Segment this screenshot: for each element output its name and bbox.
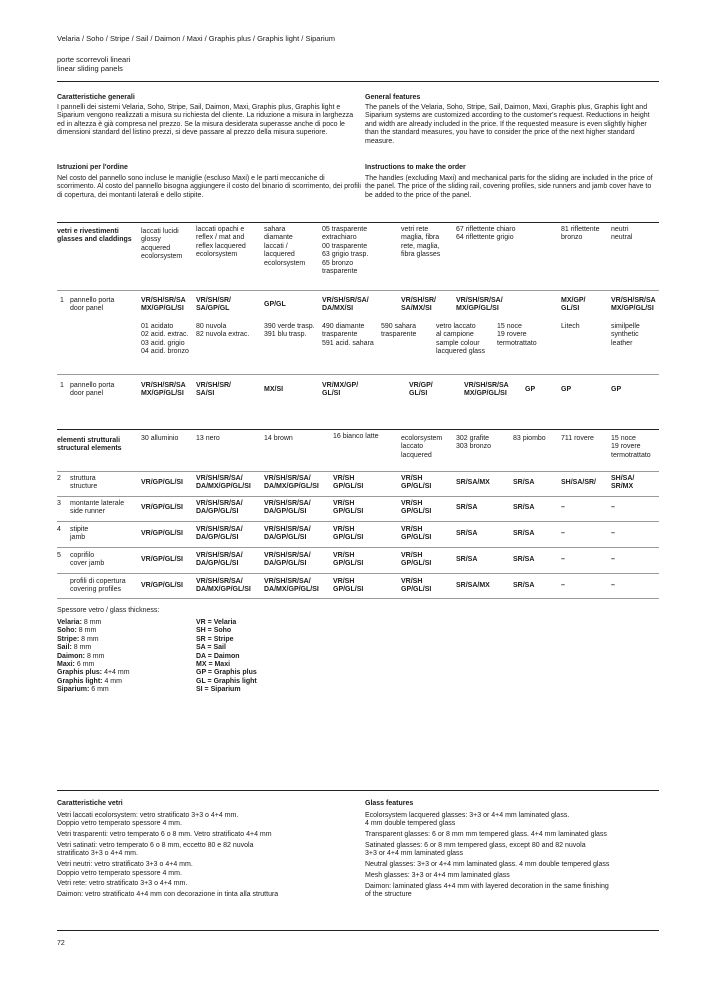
order-heading-en: Instructions to make the order (365, 164, 466, 171)
general-heading-en: General features (365, 94, 421, 101)
struct-value: VR/SH GP/GL/SI (401, 578, 432, 594)
row-number: 4 (57, 526, 61, 533)
legend-item: DA = Daimon (196, 652, 240, 660)
finish-header: 01 acidato 02 acid. extrac. 03 acid. grigio 04 acid. bronzo (141, 323, 189, 356)
row-label: pannello porta door panel (70, 297, 115, 313)
row-number: 3 (57, 500, 61, 507)
divider (57, 790, 659, 791)
struct-value: – (561, 504, 565, 511)
general-heading-it: Caratteristiche generali (57, 94, 135, 101)
struct-value: VR/SH/SR/SA/ DA/GP/GL/SI (264, 526, 311, 542)
row-label: coprifilo cover jamb (70, 552, 105, 568)
struct-value: VR/SH GP/GL/SI (333, 475, 364, 491)
divider (57, 573, 659, 574)
struct-value: SR/SA (513, 556, 535, 563)
struct-value: VR/SH/SR/SA/ DA/GP/GL/SI (196, 500, 243, 516)
struct-value: SH/SA/SR/ (561, 479, 597, 486)
glass-table-label: vetri e rivestimenti glasses and claddings (57, 228, 132, 244)
row-label: profili di copertura covering profiles (70, 578, 126, 594)
thickness-item: Daimon: 8 mm (57, 652, 105, 660)
legend-item: VR = Velaria (196, 619, 237, 626)
struct-value: SR/SA (456, 504, 478, 511)
divider (57, 471, 659, 472)
struct-value: VR/GP/GL/SI (141, 582, 184, 589)
glass-header: 05 trasparente extrachiaro 00 trasparente 63 grigio trasp. 65 bronzo trasparente (322, 226, 369, 276)
finish-header: 590 sahara trasparente (381, 323, 417, 339)
divider (57, 547, 659, 548)
glass-header: vetri rete maglia, fibra rete, maglia, fibra glasses (401, 226, 441, 259)
glass-feature-it: Vetri trasparenti: vetro temperato 6 o 8 mm. Vetro stratificato 4+4 mm (57, 831, 272, 839)
struct-value: VR/SH GP/GL/SI (333, 552, 364, 568)
glass-features-list-en (365, 812, 659, 902)
struct-value: VR/GP/GL/SI (141, 556, 184, 563)
glass-value: GP/GL (264, 301, 286, 308)
struct-value: SR/SA (513, 479, 535, 486)
struct-value: SR/SA (456, 556, 478, 563)
thickness-item: Graphis plus: 4+4 mm (57, 669, 130, 677)
glass-features-heading-en: Glass features (365, 800, 414, 807)
order-heading-it: Istruzioni per l'ordine (57, 164, 128, 171)
divider (57, 496, 659, 497)
struct-value: VR/SH GP/GL/SI (333, 526, 364, 542)
struct-value: VR/SH/SR/SA/ DA/MX/GP/GL/SI (196, 475, 251, 491)
finish-header: 80 nuvola 82 nuvola extrac. (196, 323, 250, 339)
struct-header: 711 rovere (561, 435, 594, 442)
glass-value: VR/GP/ GL/SI (409, 382, 433, 398)
glass-feature-en: Transparent glasses: 6 or 8 mm mm tempered glass. 4+4 mm laminated glass (365, 831, 607, 839)
glass-feature-en: Neutral glasses: 3+3 or 4+4 mm laminated glass. 4 mm double tempered glass (365, 861, 610, 869)
row-label: stipite jamb (70, 526, 89, 542)
struct-value: – (611, 504, 615, 511)
struct-value: VR/SH GP/GL/SI (333, 500, 364, 516)
struct-value: VR/SH GP/GL/SI (401, 526, 432, 542)
glass-feature-it: Vetri laccati ecolorsystem: vetro stratificato 3+3 o 4+4 mm. Doppio vetro temperato spessore 4 mm. (57, 812, 239, 828)
struct-value: VR/GP/GL/SI (141, 530, 184, 537)
struct-value: SR/SA/MX (456, 479, 490, 486)
legend-item: MX = Maxi (196, 661, 231, 669)
finish-header: similpelle synthetic leather (611, 323, 640, 347)
glass-value: GP (561, 386, 572, 393)
finish-header: vetro laccato al campione sample colour lacquered glass (436, 323, 486, 356)
struct-header: 302 grafite 303 bronzo (456, 435, 492, 451)
glass-feature-it: Daimon: vetro stratificato 4+4 mm con decorazione in tinta alla struttura (57, 891, 279, 899)
glass-value: VR/SH/SR/SA MX/GP/GL/SI (611, 297, 656, 313)
struct-header: 30 alluminio (141, 435, 179, 442)
divider (57, 374, 659, 375)
finish-header: Litech (561, 323, 580, 330)
struct-value: VR/SH GP/GL/SI (401, 552, 432, 568)
finish-header: 15 noce 19 rovere termotrattato (497, 323, 537, 347)
struct-value: SH/SA/ SR/MX (611, 475, 635, 491)
order-text-en: The handles (excluding Maxi) and mechanical parts for the sliding are included in the price of the panel. The price of the sliding rail, covering profiles, side runners and jamb cover have to be added to the price of the panel. (365, 175, 653, 199)
glass-features-heading-it: Caratteristiche vetri (57, 800, 123, 807)
struct-value: SR/SA (513, 582, 535, 589)
legend-item: GP = Graphis plus (196, 669, 257, 677)
struct-value: VR/SH/SR/SA/ DA/MX/GP/GL/SI (264, 578, 319, 594)
row-number: 1 (60, 382, 64, 389)
glass-feature-it: Vetri satinati: vetro temperato 6 o 8 mm, eccetto 80 e 82 nuvola stratificato 3+3 o 4+4 mm. (57, 842, 254, 858)
row-label: pannello porta door panel (70, 382, 115, 398)
thickness-item: Velaria: 8 mm (57, 619, 102, 626)
thickness-item: Stripe: 8 mm (57, 635, 99, 643)
abbreviation-legend (196, 619, 257, 695)
row-number: 5 (57, 552, 61, 559)
page-number: 72 (57, 940, 65, 947)
struct-header: 13 nero (196, 435, 220, 442)
glass-value: MX/GP/ GL/SI (561, 297, 586, 313)
struct-value: SR/SA (513, 530, 535, 537)
glass-feature-en: Mesh glasses: 3+3 or 4+4 mm laminated glass (365, 872, 510, 879)
struct-value: VR/SH/SR/SA/ DA/GP/GL/SI (264, 552, 311, 568)
struct-value: VR/SH GP/GL/SI (401, 500, 432, 516)
struct-value: VR/SH/SR/SA/ DA/GP/GL/SI (196, 526, 243, 542)
glass-feature-it: Vetri neutri: vetro stratificato 3+3 o 4+4 mm. Doppio vetro temperato spessore 4 mm. (57, 861, 193, 877)
thickness-item: Soho: 8 mm (57, 627, 97, 635)
row-number: 1 (60, 297, 64, 304)
struct-value: – (611, 530, 615, 537)
thickness-item: Maxi: 6 mm (57, 661, 95, 669)
general-text-en: The panels of the Velaria, Soho, Stripe, Sail, Daimon, Maxi, Graphis plus, Graphis light and Siparium systems are customized according to the customer's request. Reductions in height and width are already included in the price. If the requested measure is even slightly higher than the standard measures, you have to consider the price of the next higher standard measure. (365, 104, 650, 145)
divider (57, 222, 659, 223)
legend-item: SR = Stripe (196, 635, 234, 643)
struct-value: – (611, 582, 615, 589)
thickness-title: Spessore vetro / glass thickness: (57, 607, 160, 614)
row-number: 2 (57, 475, 61, 482)
thickness-item: Sail: 8 mm (57, 644, 92, 652)
glass-value: VR/SH/SR/ SA/SI (196, 382, 232, 398)
finish-header: 490 diamante trasparente 591 acid. sahara (322, 323, 374, 347)
general-text-it: I pannelli dei sistemi Velaria, Soho, Stripe, Sail, Daimon, Maxi, Graphis plus, Graphis light e Siparium vengono realizzati a misura su richiesta del cliente. La riduzione a misura in larghezza ed in altezza è già compresa nel prezzo. Se la misura desiderata superasse anche di poco le dimensioni standard del listino prezzi, si deve passare al prezzo della misura superiore. (57, 104, 354, 137)
glass-value: VR/SH/SR/ SA/MX/SI (401, 297, 437, 313)
glass-value: VR/MX/GP/ GL/SI (322, 382, 359, 398)
legend-item: SA = Sail (196, 644, 226, 652)
legend-item: SI = Siparium (196, 686, 241, 694)
glass-header: 81 riflettente bronzo (561, 226, 600, 242)
divider (57, 521, 659, 522)
struct-value: VR/SH GP/GL/SI (401, 475, 432, 491)
struct-value: SR/SA (456, 530, 478, 537)
finish-header: 390 verde trasp. 391 blu trasp. (264, 323, 315, 339)
thickness-item: Siparium: 6 mm (57, 686, 109, 694)
glass-header: neutri neutral (611, 226, 633, 242)
struct-value: VR/SH GP/GL/SI (333, 578, 364, 594)
row-label: struttura structure (70, 475, 98, 491)
struct-value: VR/GP/GL/SI (141, 479, 184, 486)
order-text-it: Nel costo del pannello sono incluse le maniglie (escluso Maxi) e le parti meccaniche di scorrimento. Al costo del pannello bisogna aggiungere il costo del binario di scorrimento, dei profili di copertura, dei montanti laterali e dello stipite. (57, 175, 361, 199)
page-subtitle-it: porte scorrevoli lineari (57, 55, 131, 64)
glass-feature-it: Vetri rete: vetro stratificato 3+3 o 4+4 mm. (57, 880, 188, 888)
glass-header: laccati opachi e reflex / mat and reflex lacquered ecolorsystem (196, 226, 246, 259)
glass-feature-en: Ecolorsystem lacquered glasses: 3+3 or 4+4 mm laminated glass. 4 mm double tempered glass (365, 812, 570, 828)
struct-header: 16 bianco latte (333, 433, 379, 440)
divider (57, 81, 659, 82)
struct-value: SR/SA/MX (456, 582, 490, 589)
struct-header: 15 noce 19 rovere termotrattato (611, 435, 651, 459)
struct-value: VR/SH/SR/SA/ DA/GP/GL/SI (196, 552, 243, 568)
legend-item: SH = Soho (196, 627, 232, 635)
page-header-title: Velaria / Soho / Stripe / Sail / Daimon / Maxi / Graphis plus / Graphis light / Siparium (57, 34, 336, 43)
glass-value: VR/SH/SR/SA/ DA/MX/SI (322, 297, 369, 313)
glass-feature-en: Satinated glasses: 6 or 8 mm tempered glass, except 80 and 82 nuvola 3+3 or 4+4 mm laminated glass (365, 842, 586, 858)
glass-value: GP (525, 386, 536, 393)
glass-header: 67 riflettente chiaro 64 riflettente grigio (456, 226, 516, 242)
glass-value: VR/SH/SR/SA MX/GP/GL/SI (141, 297, 186, 313)
divider (57, 429, 659, 430)
struct-value: VR/SH/SR/SA/ DA/MX/GP/GL/SI (264, 475, 319, 491)
struct-value: VR/GP/GL/SI (141, 504, 184, 511)
divider (57, 930, 659, 931)
struct-value: VR/SH/SR/SA/ DA/MX/GP/GL/SI (196, 578, 251, 594)
struct-header: ecolorsystem laccato lacquered (401, 435, 443, 459)
struct-value: – (561, 556, 565, 563)
divider (57, 598, 659, 599)
struct-header: 14 brown (264, 435, 293, 442)
glass-features-list-it (57, 812, 357, 902)
glass-value: VR/SH/SR/SA MX/GP/GL/SI (141, 382, 186, 398)
glass-feature-en: Daimon: laminated glass 4+4 mm with layered decoration in the same finishing of the structure (365, 882, 609, 899)
glass-value: VR/SH/SR/SA/ MX/GP/GL/SI (456, 297, 503, 313)
struct-value: VR/SH/SR/SA/ DA/GP/GL/SI (264, 500, 311, 516)
glass-value: GP (611, 386, 622, 393)
struct-value: – (561, 582, 565, 589)
glass-value: MX/SI (264, 386, 284, 393)
thickness-item: Graphis light: 4 mm (57, 677, 122, 685)
glass-header: sahara diamante laccati / lacquered ecolorsystem (264, 226, 306, 267)
row-label: montante laterale side runner (70, 500, 125, 516)
struct-header: 83 piombo (513, 435, 546, 442)
struct-value: – (611, 556, 615, 563)
page-subtitle-en: linear sliding panels (57, 64, 123, 73)
glass-value: VR/SH/SR/SA MX/GP/GL/SI (464, 382, 509, 398)
glass-value: VR/SH/SR/ SA/GP/GL (196, 297, 232, 313)
thickness-list (57, 619, 130, 695)
divider (57, 290, 659, 291)
legend-item: GL = Graphis light (196, 677, 257, 685)
struct-value: SR/SA (513, 504, 535, 511)
struct-value: – (561, 530, 565, 537)
glass-header: laccati lucidi glossy acquered ecolorsystem (141, 228, 183, 261)
struct-table-label: elementi strutturali structural elements (57, 437, 122, 453)
